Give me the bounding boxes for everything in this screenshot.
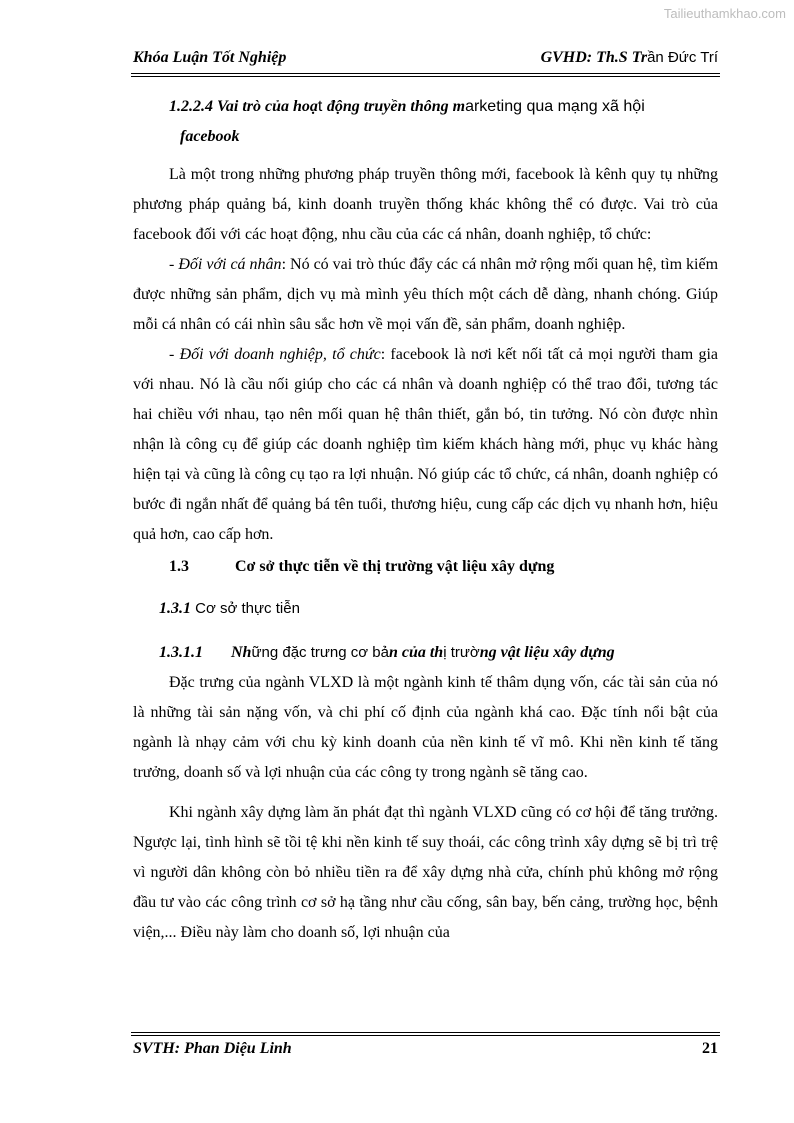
paragraph-individuals-text: : Nó có vai trò thúc đẩy các cá nhân mở rộng mối quan hệ, tìm kiếm được những sản phẩm, dịch vụ mà mình yêu thích một cách dễ dàng, nhanh chóng. Giúp mỗi cá nhân có cái nhìn sâu sắc hơn về mọi vấn đề, sản phẩm, doanh nghiệp. bbox=[133, 256, 719, 333]
header-rule bbox=[131, 73, 720, 77]
paragraph-individuals-prefix: - bbox=[169, 256, 179, 273]
heading-1-3-1-1-t2: ững đặc trưng cơ bả bbox=[251, 644, 389, 661]
page-header bbox=[133, 49, 718, 73]
heading-1-3 bbox=[133, 552, 718, 582]
heading-1-2-2-4-p3: động bbox=[326, 98, 360, 115]
heading-1-2-2-4-line2: facebook bbox=[180, 128, 240, 145]
footer-rule bbox=[131, 1032, 720, 1036]
paragraph-facebook-intro: Là một trong những phương pháp truyền thông mới, facebook là kênh quy tụ những phương pháp quảng bá, kinh doanh truyền thống khác không thể có được. Vai trò của facebook đối với các hoạt động, nhu cầu của các cá nhân, doanh nghiệp, tổ chức: bbox=[133, 166, 718, 243]
footer-student: SVTH: Phan Diệu Linh bbox=[133, 1040, 292, 1057]
heading-1-3-1-1-t1: Nh bbox=[231, 644, 252, 661]
header-advisor-rest: ần Đức Trí bbox=[647, 49, 718, 66]
header-advisor-bold: GVHD: Th.S Tr bbox=[540, 49, 648, 66]
heading-1-3-title: Cơ sở thực tiễn về thị trường vật liệu xây dựng bbox=[235, 558, 555, 575]
heading-1-2-2-4-p1: ủa hoạ bbox=[272, 98, 318, 115]
heading-1-3-number: 1.3 bbox=[169, 558, 189, 575]
header-advisor bbox=[541, 49, 718, 67]
page-content bbox=[133, 92, 718, 948]
heading-1-3-1-1 bbox=[133, 638, 718, 668]
paragraph-vlxd-characteristics: Đặc trưng của ngành VLXD là một ngành kinh tế thâm dụng vốn, các tài sản của nó là những tài sản nặng vốn, và chi phí cố định của ngành khá cao. Đặc tính nổi bật của ngành là nhạy cảm với chu kỳ kinh doanh của nền kinh tế vĩ mô. Khi nền kinh tế tăng trưởng, doanh số và lợi nhuận của các công ty trong ngành sẽ tăng cao. bbox=[133, 674, 718, 781]
paragraph-businesses-text: : facebook là nơi kết nối tất cả mọi người tham gia với nhau. Nó là cầu nối giúp cho các cá nhân và doanh nghiệp có thể trao đổi, tương tác hai chiều với nhau, tạo nên mối quan hệ thân thiết, gắn bó, tin tưởng. Nó còn được nhìn nhận là công cụ để giúp các doanh nghiệp tìm kiếm khách hàng mới, phục vụ khác hàng hiện tại và cũng là công cụ tạo ra lợi nhuận. Nó giúp các tổ chức, cá nhân, doanh nghiệp có bước đi ngắn nhất để quảng bá tên tuổi, thương hiệu, cung cấp các dịch vụ nhanh hơn, hiệu quả hơn, cao cấp hơn. bbox=[133, 346, 718, 543]
paragraph-businesses-prefix: - bbox=[169, 346, 180, 363]
heading-1-3-1-1-number: 1.3.1.1 bbox=[159, 644, 203, 661]
watermark: Tailieuthamkhao.com bbox=[663, 6, 786, 21]
heading-1-3-1-1-t5: ng vật liệu xây dựng bbox=[479, 644, 615, 661]
heading-1-2-2-4-p5: arketing qua mạng xã hội bbox=[465, 98, 645, 115]
paragraph-businesses bbox=[133, 340, 718, 550]
page-number: 21 bbox=[702, 1040, 718, 1057]
paragraph-vlxd-cycle: Khi ngành xây dựng làm ăn phát đạt thì ngành VLXD cũng có cơ hội để tăng trưởng. Ngược lại, tình hình sẽ tồi tệ khi nền kinh tế suy thoái, các công trình xây dựng sẽ bị trì trệ vì người dân không còn bỏ nhiều tiền ra để xây dựng nhà cửa, chính phủ không mở rộng đầu tư vào các công trình cơ sở hạ tầng như cầu cống, sân bay, bến cảng, trường học, bệnh viện,... Điều này làm cho doanh số, lợi nhuận của bbox=[133, 804, 718, 941]
heading-1-2-2-4-p4: truyền thông m bbox=[359, 98, 466, 115]
paragraph-individuals-label: Đối với cá nhân bbox=[178, 256, 282, 273]
paragraph-businesses-label: Đối với doanh nghiệp, tổ chức bbox=[179, 346, 381, 363]
page-footer bbox=[133, 1040, 718, 1064]
header-thesis-title: Khóa Luận Tốt Nghiệp bbox=[133, 49, 287, 66]
heading-1-3-1-number: 1.3.1 bbox=[159, 600, 191, 617]
heading-1-3-1 bbox=[133, 594, 718, 624]
paragraph-individuals bbox=[133, 250, 718, 340]
heading-1-3-1-1-t3: n của th bbox=[388, 644, 444, 661]
heading-1-3-1-1-t4: ị trườ bbox=[443, 644, 480, 661]
heading-1-2-2-4-p0: 1.2.2.4 Vai trò c bbox=[169, 98, 273, 115]
heading-1-2-2-4-p2: t bbox=[317, 98, 327, 115]
heading-1-3-1-title: Cơ sở thực tiễn bbox=[191, 600, 300, 617]
heading-1-2-2-4 bbox=[133, 92, 718, 122]
